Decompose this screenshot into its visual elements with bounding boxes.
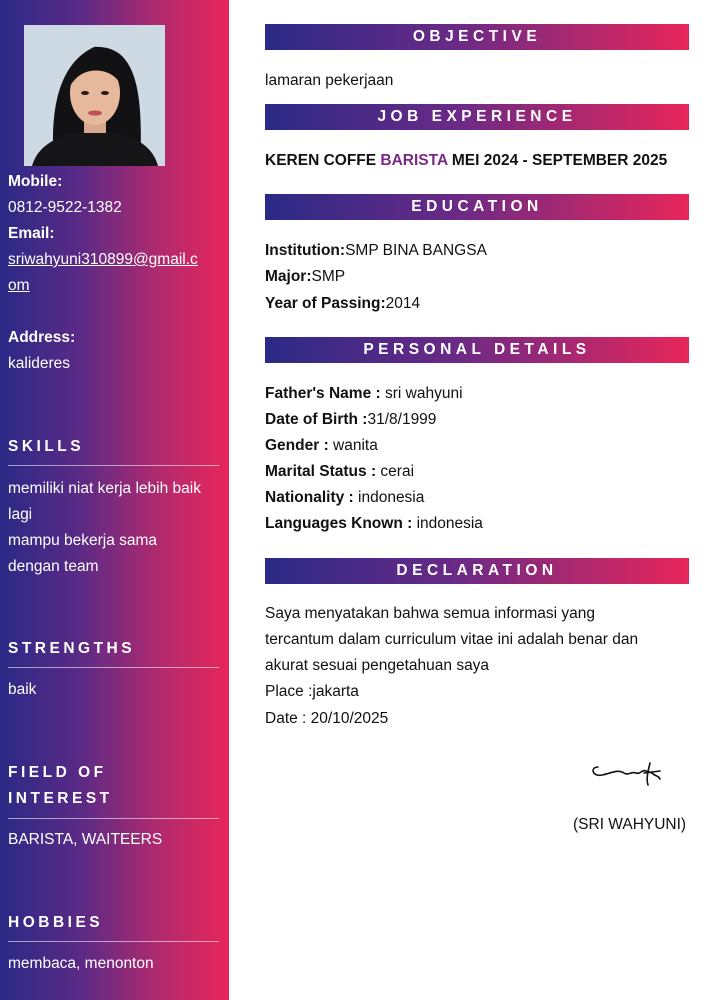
skills-divider bbox=[8, 465, 219, 466]
year-label: Year of Passing: bbox=[265, 295, 386, 312]
dob-value: 31/8/1999 bbox=[367, 411, 437, 428]
marital-label: Marital Status : bbox=[265, 463, 377, 480]
field-of-interest-divider bbox=[8, 818, 219, 819]
field-of-interest-heading-line2: INTEREST bbox=[8, 790, 113, 807]
education-major bbox=[265, 264, 345, 290]
personal-nationality bbox=[265, 485, 424, 511]
email-link-line2[interactable]: om bbox=[8, 277, 30, 294]
gender-value: wanita bbox=[333, 437, 378, 454]
declaration-date: Date : 20/10/2025 bbox=[265, 710, 389, 727]
year-value: 2014 bbox=[385, 295, 421, 312]
hobbies-value: membaca, menonton bbox=[8, 955, 154, 972]
education-institution bbox=[265, 238, 487, 264]
strengths-heading: STRENGTHS bbox=[8, 640, 136, 657]
skills-line: dengan team bbox=[8, 558, 99, 575]
address-label: Address: bbox=[8, 329, 76, 346]
skills-heading: SKILLS bbox=[8, 438, 85, 455]
declaration-heading-bar: DECLARATION bbox=[265, 558, 689, 584]
job-period: MEI 2024 - SEPTEMBER 2025 bbox=[451, 152, 668, 169]
personal-languages bbox=[265, 511, 483, 537]
languages-label: Languages Known : bbox=[265, 515, 413, 532]
father-label: Father's Name : bbox=[265, 385, 381, 402]
nationality-label: Nationality : bbox=[265, 489, 354, 506]
strengths-value: baik bbox=[8, 681, 37, 698]
languages-value: indonesia bbox=[416, 515, 483, 532]
profile-photo bbox=[24, 25, 165, 166]
email-link-line1[interactable]: sriwahyuni310899@gmail.c bbox=[8, 251, 198, 268]
gender-label: Gender : bbox=[265, 437, 329, 454]
job-role: BARISTA bbox=[380, 152, 448, 169]
job-company: KEREN COFFE bbox=[265, 152, 377, 169]
objective-heading-bar: OBJECTIVE bbox=[265, 24, 689, 50]
field-of-interest-value: BARISTA, WAITEERS bbox=[8, 831, 163, 848]
job-experience-entry bbox=[265, 148, 667, 174]
skills-line: mampu bekerja sama bbox=[8, 532, 158, 549]
education-year bbox=[265, 291, 420, 317]
sidebar bbox=[0, 0, 229, 1000]
personal-details-heading-bar: PERSONAL DETAILS bbox=[265, 337, 689, 363]
personal-dob bbox=[265, 407, 436, 433]
objective-text: lamaran pekerjaan bbox=[265, 72, 394, 89]
skills-line: lagi bbox=[8, 506, 33, 523]
declaration-line: Saya menyatakan bahwa semua informasi yang bbox=[265, 605, 595, 622]
marital-value: cerai bbox=[380, 463, 415, 480]
hobbies-heading: HOBBIES bbox=[8, 914, 104, 931]
dob-label: Date of Birth : bbox=[265, 411, 368, 428]
field-of-interest-heading-line1: FIELD OF bbox=[8, 764, 107, 781]
institution-value: SMP BINA BANGSA bbox=[345, 242, 487, 259]
education-heading-bar: EDUCATION bbox=[265, 194, 689, 220]
institution-label: Institution: bbox=[265, 242, 346, 259]
hobbies-divider bbox=[8, 941, 219, 942]
nationality-value: indonesia bbox=[358, 489, 425, 506]
father-value: sri wahyuni bbox=[384, 385, 463, 402]
skills-line: memiliki niat kerja lebih baik bbox=[8, 480, 201, 497]
personal-father bbox=[265, 381, 463, 407]
personal-gender bbox=[265, 433, 378, 459]
signature-image bbox=[588, 757, 668, 789]
signature-name: (SRI WAHYUNI) bbox=[573, 816, 687, 833]
strengths-divider bbox=[8, 667, 219, 668]
mobile-number: 0812-9522-1382 bbox=[8, 199, 122, 216]
personal-marital bbox=[265, 459, 414, 485]
mobile-label: Mobile: bbox=[8, 173, 63, 190]
profile-photo-image bbox=[24, 25, 165, 166]
major-label: Major: bbox=[265, 268, 312, 285]
declaration-line: tercantum dalam curriculum vitae ini adalah benar dan bbox=[265, 631, 639, 648]
major-value: SMP bbox=[311, 268, 346, 285]
address-value: kalideres bbox=[8, 355, 71, 372]
declaration-place: Place :jakarta bbox=[265, 683, 359, 700]
job-experience-heading-bar: JOB EXPERIENCE bbox=[265, 104, 689, 130]
declaration-line: akurat sesuai pengetahuan saya bbox=[265, 657, 490, 674]
email-label: Email: bbox=[8, 225, 55, 242]
